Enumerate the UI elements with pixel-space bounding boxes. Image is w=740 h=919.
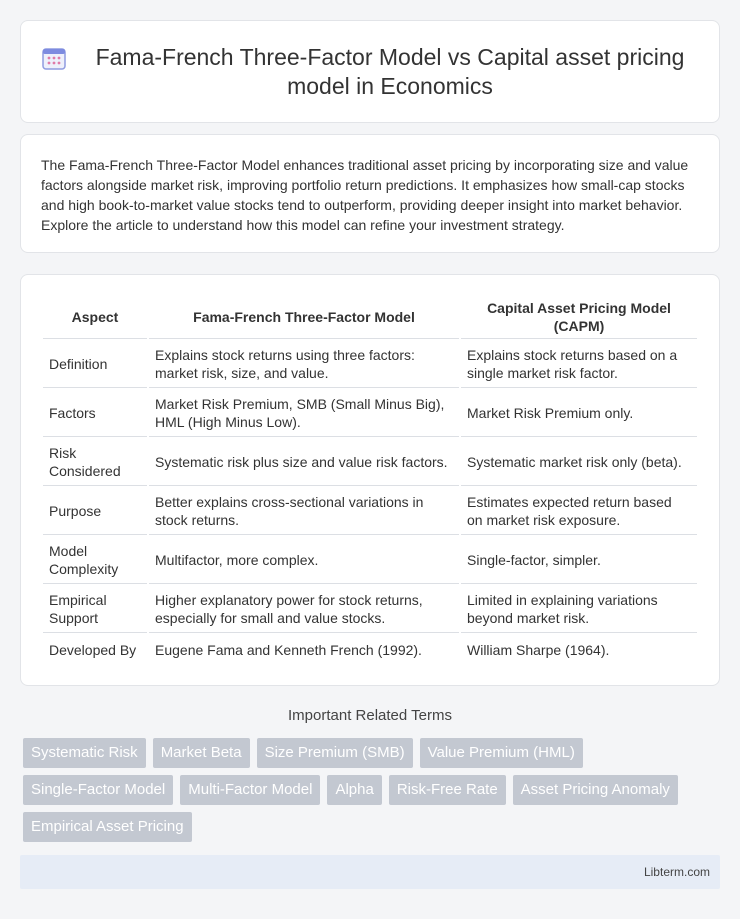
tag-risk-free-rate[interactable]: Risk-Free Rate bbox=[389, 775, 506, 805]
table-row bbox=[43, 635, 697, 665]
cell-capm: Single-factor, simpler. bbox=[461, 537, 697, 584]
cell-aspect: Factors bbox=[43, 390, 147, 437]
tag-size-premium[interactable]: Size Premium (SMB) bbox=[257, 738, 413, 768]
tag-alpha[interactable]: Alpha bbox=[327, 775, 381, 805]
header-aspect: Aspect bbox=[43, 295, 147, 339]
header-fama-french: Fama-French Three-Factor Model bbox=[149, 295, 459, 339]
intro-paragraph: The Fama-French Three-Factor Model enhances traditional asset pricing by incorporating size and value factors alongside market risk, improving portfolio return predictions. It emphasizes how small-cap stocks and high book-to-market value stocks tend to outperform, providing deeper insight into market behavior. Explore the article to understand how this model can refine your investment strategy. bbox=[41, 157, 689, 233]
comparison-table bbox=[41, 293, 699, 667]
cell-fama-french: Multifactor, more complex. bbox=[149, 537, 459, 584]
table-row bbox=[43, 439, 697, 486]
cell-fama-french: Better explains cross-sectional variations in stock returns. bbox=[149, 488, 459, 535]
comparison-card bbox=[20, 274, 720, 686]
cell-capm: William Sharpe (1964). bbox=[467, 642, 610, 658]
page-title: Fama-French Three-Factor Model vs Capital asset pricing model in Economics bbox=[95, 43, 685, 99]
table-header-row bbox=[43, 295, 697, 339]
table-row bbox=[43, 537, 697, 584]
tag-value-premium[interactable]: Value Premium (HML) bbox=[420, 738, 583, 768]
cell-capm: Market Risk Premium only. bbox=[461, 390, 697, 437]
cell-capm: Systematic market risk only (beta). bbox=[461, 439, 697, 486]
cell-aspect: Purpose bbox=[43, 488, 147, 535]
cell-fama-french: Systematic risk plus size and value risk factors. bbox=[149, 439, 459, 486]
cell-fama-french: Market Risk Premium, SMB (Small Minus Big), HML (High Minus Low). bbox=[149, 390, 459, 437]
cell-capm: Limited in explaining variations beyond market risk. bbox=[461, 586, 697, 633]
cell-fama-french: Higher explanatory power for stock returns, especially for small and value stocks. bbox=[149, 586, 459, 633]
cell-aspect: Developed By bbox=[49, 642, 137, 658]
tag-empirical-asset-pricing[interactable]: Empirical Asset Pricing bbox=[23, 812, 192, 842]
header-capm: Capital Asset Pricing Model (CAPM) bbox=[461, 295, 697, 339]
tag-multi-factor-model[interactable]: Multi-Factor Model bbox=[180, 775, 320, 805]
related-terms-title: Important Related Terms bbox=[288, 707, 452, 724]
table-row bbox=[43, 390, 697, 437]
calendar-grid-icon bbox=[41, 45, 67, 71]
tag-systematic-risk[interactable]: Systematic Risk bbox=[23, 738, 146, 768]
footer bbox=[20, 855, 720, 889]
cell-fama-french: Eugene Fama and Kenneth French (1992). bbox=[155, 642, 422, 658]
tag-asset-pricing-anomaly[interactable]: Asset Pricing Anomaly bbox=[513, 775, 678, 805]
table-row bbox=[43, 586, 697, 633]
footer-site-link[interactable]: Libterm.com bbox=[643, 865, 710, 879]
table-row bbox=[43, 488, 697, 535]
title-card bbox=[20, 20, 720, 123]
cell-aspect: Empirical Support bbox=[43, 586, 147, 633]
cell-fama-french: Explains stock returns using three factors: market risk, size, and value. bbox=[149, 341, 459, 388]
related-terms-list bbox=[20, 738, 720, 842]
cell-capm: Estimates expected return based on market risk exposure. bbox=[461, 488, 697, 535]
tag-market-beta[interactable]: Market Beta bbox=[153, 738, 250, 768]
cell-aspect: Model Complexity bbox=[43, 537, 147, 584]
cell-aspect: Risk Considered bbox=[43, 439, 147, 486]
cell-capm: Explains stock returns based on a single market risk factor. bbox=[461, 341, 697, 388]
tag-single-factor-model[interactable]: Single-Factor Model bbox=[23, 775, 173, 805]
table-row bbox=[43, 341, 697, 388]
intro-card bbox=[20, 134, 720, 253]
cell-aspect: Definition bbox=[43, 341, 147, 388]
